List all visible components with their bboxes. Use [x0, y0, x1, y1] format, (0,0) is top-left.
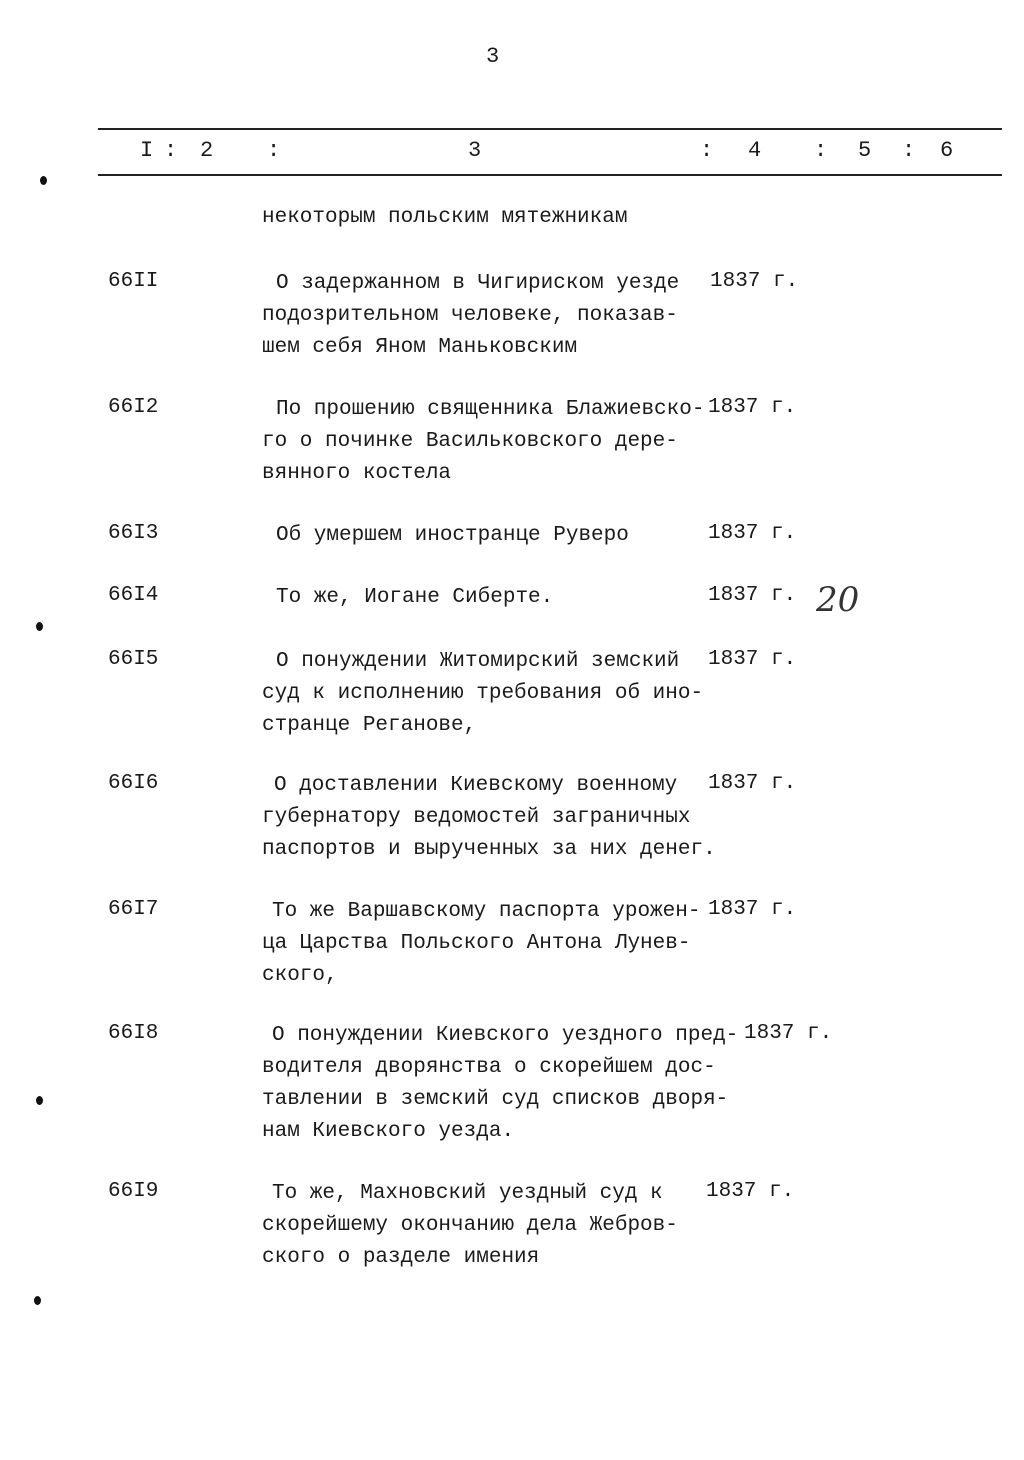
- binder-hole-mark: [36, 1096, 43, 1105]
- entry-year: 1837 г.: [708, 648, 797, 671]
- entry-text-line: ского о разделе имения: [262, 1246, 540, 1269]
- entry-year: 1837 г.: [708, 898, 797, 921]
- entry-number: 66I5: [108, 648, 159, 671]
- entry-text: [262, 770, 716, 866]
- entry-year: 1837 г.: [708, 396, 797, 419]
- entry-text-line: губернатору ведомостей заграничных: [262, 806, 691, 829]
- entry-year: 1837 г.: [710, 270, 799, 293]
- entry-text-line: По прошению священника Блажиевско-: [276, 398, 705, 421]
- entry-text-line: То же, Иогане Сиберте.: [276, 586, 554, 609]
- continuation-text: некоторым польским мятежникам: [262, 206, 628, 229]
- entry-text-line: нам Киевского уезда.: [262, 1120, 515, 1143]
- binder-hole-mark: [40, 176, 47, 185]
- entry-text: [262, 582, 553, 614]
- header-rule-bottom: [98, 174, 1002, 176]
- entry-text: [262, 268, 679, 364]
- entry-text-line: шем себя Яном Маньковским: [262, 336, 578, 359]
- column-header: 2: [200, 138, 214, 163]
- entry-text-line: подозрительном человеке, показав-: [262, 304, 678, 327]
- column-header: 6: [940, 138, 954, 163]
- entry-text-line: Об умершем иностранце Руверо: [276, 524, 629, 547]
- header-rule-top: [98, 128, 1002, 130]
- entry-text: [262, 1178, 678, 1274]
- entry-text-line: странце Реганове,: [262, 714, 477, 737]
- entry-number: 66I8: [108, 1022, 159, 1045]
- entry-text-line: ского,: [262, 964, 338, 987]
- entry-number: 66I9: [108, 1180, 159, 1203]
- entry-text-line: О понуждении Житомирский земский: [276, 650, 680, 673]
- column-header: I: [140, 138, 154, 163]
- entry-text-line: скорейшему окончанию дела Жебров-: [262, 1214, 678, 1237]
- column-separator: :: [700, 138, 714, 163]
- entry-year: 1837 г.: [744, 1022, 833, 1045]
- entry-number: 66I4: [108, 584, 159, 607]
- handwritten-note: 20: [816, 580, 860, 620]
- entry-text-line: го о починке Васильковского дере-: [262, 430, 678, 453]
- entry-text-line: паспортов и вырученных за них денег.: [262, 838, 716, 861]
- entry-text-line: То же, Махновский уездный суд к: [272, 1182, 663, 1205]
- page-number: 3: [486, 44, 500, 69]
- entry-text-line: водителя дворянства о скорейшем дос-: [262, 1056, 716, 1079]
- column-separator: :: [164, 138, 178, 163]
- column-separator: :: [814, 138, 828, 163]
- entry-number: 66II: [108, 270, 159, 293]
- entry-number: 66I6: [108, 772, 159, 795]
- column-header: 3: [468, 138, 482, 163]
- column-header: 4: [748, 138, 762, 163]
- entry-year: 1837 г.: [708, 772, 797, 795]
- entry-number: 66I3: [108, 522, 159, 545]
- entry-text-line: То же Варшавскому паспорта урожен-: [272, 900, 701, 923]
- entry-number: 66I7: [108, 898, 159, 921]
- column-header: 5: [858, 138, 872, 163]
- binder-hole-mark: [34, 1296, 41, 1305]
- column-separator: :: [902, 138, 916, 163]
- entry-text-line: О доставлении Киевскому военному: [274, 774, 678, 797]
- entry-text-line: суд к исполнению требования об ино-: [262, 682, 704, 705]
- column-separator: :: [267, 138, 281, 163]
- entry-text: [262, 896, 700, 992]
- binder-hole-mark: [36, 622, 43, 631]
- entry-text: [262, 520, 629, 552]
- entry-number: 66I2: [108, 396, 159, 419]
- entry-year: 1837 г.: [708, 584, 797, 607]
- entry-text: [262, 1020, 738, 1148]
- entry-year: 1837 г.: [706, 1180, 795, 1203]
- entry-text-line: тавлении в земский суд списков дворя-: [262, 1088, 729, 1111]
- entry-text: [262, 394, 704, 490]
- entry-text-line: вянного костела: [262, 462, 452, 485]
- entry-year: 1837 г.: [708, 522, 797, 545]
- entry-text-line: О понуждении Киевского уездного пред-: [272, 1024, 739, 1047]
- entry-text-line: О задержанном в Чигириском уезде: [276, 272, 680, 295]
- entry-text-line: ца Царства Польского Антона Лунев-: [262, 932, 691, 955]
- entry-text: [262, 646, 703, 742]
